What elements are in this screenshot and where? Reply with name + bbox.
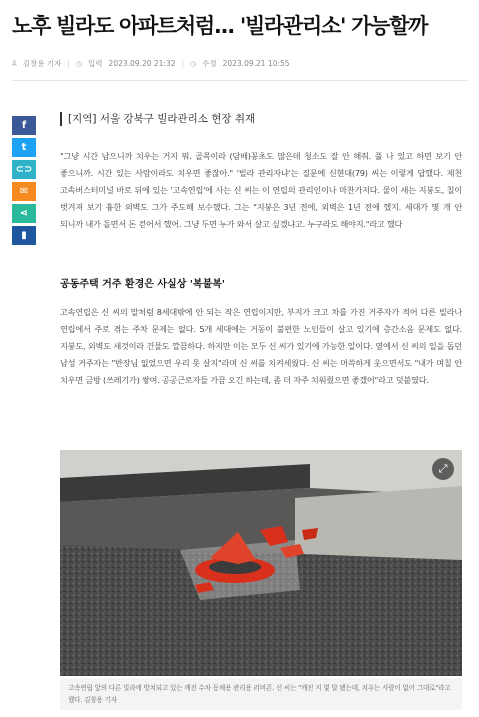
photo-illustration xyxy=(60,450,462,676)
published-date: 2023.09.20 21:32 xyxy=(108,59,176,68)
share-icon: ⋖ xyxy=(19,208,29,219)
published-label: 입력 xyxy=(88,59,103,68)
copy-link-button[interactable] xyxy=(12,160,36,179)
bookmark-icon: ▮ xyxy=(21,230,27,241)
header-divider xyxy=(12,80,467,81)
email-share-button[interactable] xyxy=(12,182,36,201)
modified-label: 수정 xyxy=(202,59,217,68)
section-title: 공동주택 거주 환경은 사실상 '복불복' xyxy=(60,279,225,290)
meta-divider: | xyxy=(67,59,70,68)
bookmark-button[interactable] xyxy=(12,226,36,245)
clock-icon: ◷ xyxy=(190,59,197,68)
article-subhead: [지역] 서울 강북구 빌라관리소 현장 취재 xyxy=(60,112,255,126)
meta-divider: | xyxy=(181,59,185,68)
mail-icon: ✉ xyxy=(19,186,29,197)
twitter-icon: t xyxy=(21,142,27,153)
clock-icon: ◷ xyxy=(75,59,83,68)
article-paragraph: 고속연립은 신 씨의 말처럼 8세대밖에 안 되는 작은 연립이지만, 부지가 크고 차를 가진 거주자가 적어 다른 빌라나 연립에서 주로 겪는 주차 문제는 없다. 5개 세대에는 거동이 불편한 노인들이 살고 있기에 층간소음 문제도 없다. 지붕도, 외벽도 새것이라 건물도 깔끔하다. 하지만 이는 모두 신 씨가 있기에 가능한 일이다. 옆에서 신 씨의 일을 돕던 남성 거주자는 "반장님 없었으면 우리 못 살지"라며 신 씨를 치켜세웠다. 신 씨는 머쓱하게 웃으면서도 "내가 며칠 안 치우면 금방 (쓰레기가) 쌓여. 공공근로자들 가끔 오긴 하는데, 좀 더 자주 치워줬으면 좋겠어"라고 덧붙였다. xyxy=(60,307,462,385)
article-photo[interactable] xyxy=(60,450,462,676)
article-meta xyxy=(12,58,290,69)
share-button[interactable] xyxy=(12,204,36,223)
share-bar xyxy=(12,116,36,248)
modified-date: 2023.09.21 10:55 xyxy=(222,59,290,68)
photo-caption: 고속연립 앞의 다른 빌라에 방치되고 있는 깨진 수차 동체용 관리용 러버콘. 신 씨는 "깨진 지 몇 달 됐는데, 치우는 사람이 없어 그대로"라고 했다. 김창용 기자 xyxy=(60,678,462,710)
article-headline: 노후 빌라도 아파트처럼... '빌라관리소' 가능할까 xyxy=(12,14,428,38)
link-icon: ⊂⊃ xyxy=(15,164,33,175)
facebook-icon: f xyxy=(21,120,27,131)
facebook-share-button[interactable] xyxy=(12,116,36,135)
twitter-share-button[interactable] xyxy=(12,138,36,157)
article-paragraph: "그냥 시간 남으니까 치우는 거지 뭐. 골목이라 (담배)꽁초도 많은데 청소도 잘 안 해줘. 풀 나 있고 하면 보기 안 좋으니까. 시간 있는 사람이라도 치우면 좋잖아." '빌라 관리자냐'는 질문에 신현대(79) 씨는 이렇게 답했다. 제천 고속버스터미널 바로 뒤에 있는 '고속연립'에 사는 신 씨는 이 연립의 관리인이나 마찬가지다. 물이 새는 지붕도, 칠이 벗겨져 보기 흉한 외벽도 그가 주도해 보수했다. 그는 "지붕은 3년 전에, 외벽은 1년 전에 했지. 세대가 몇 개 안 되니까 내가 돌면서 돈 걷어서 했어. 그냥 두면 누가 와서 살고 싶겠냐고. 누구라도 해야지."라고 했다 xyxy=(60,151,462,229)
person-icon: Å xyxy=(12,59,17,68)
expand-icon[interactable]: ⤢ xyxy=(432,458,454,480)
author-name[interactable]: 김창용 기자 xyxy=(22,59,62,68)
